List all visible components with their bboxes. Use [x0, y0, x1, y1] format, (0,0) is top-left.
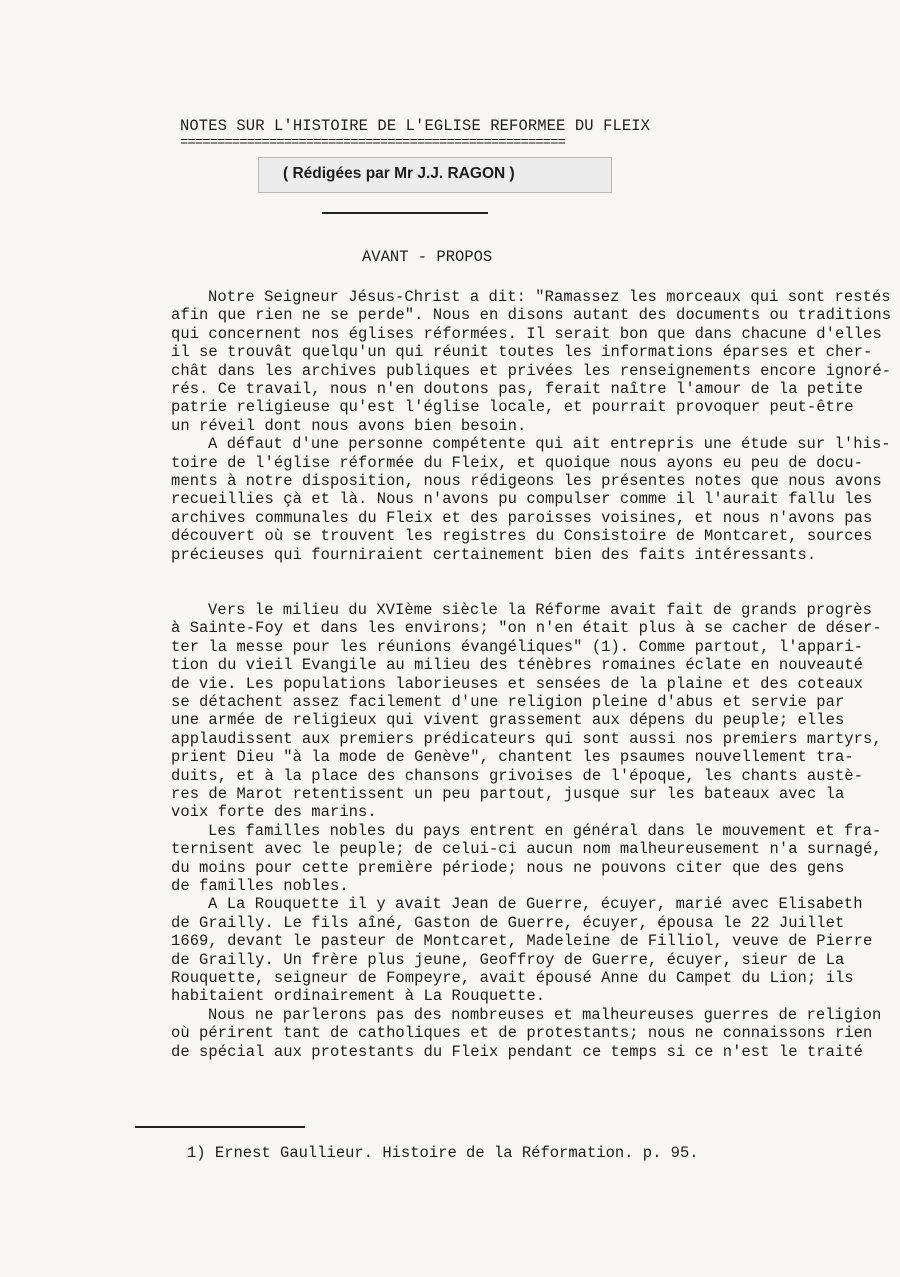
body-line: applaudissent aux premiers prédicateurs qui sont aussi nos premiers martyrs, — [171, 729, 882, 748]
body-line: tion du vieil Evangile au milieu des ténèbres romaines éclate en nouveauté — [171, 656, 864, 675]
body-line: ter la messe pour les réunions évangéliques" (1). Comme partout, l'appari- — [171, 637, 864, 656]
body-text — [171, 288, 891, 1061]
footnote-rule — [135, 1126, 305, 1128]
body-line: prient Dieu "à la mode de Genève", chantent les psaumes nouvellement tra- — [171, 748, 854, 767]
body-line: recueillies çà et là. Nous n'avons pu compulser comme il l'aurait fallu les — [171, 490, 873, 509]
body-line: précieuses qui fourniraient certainement bien des faits intéressants. — [171, 545, 817, 564]
body-line: de Grailly. Le fils aîné, Gaston de Guerre, écuyer, épousa le 22 Juillet — [171, 913, 845, 932]
body-line: Notre Seigneur Jésus-Christ a dit: "Ramassez les morceaux qui sont restés — [208, 288, 891, 306]
body-line: une armée de religieux qui vivent grassement aux dépens du peuple; elles — [171, 711, 845, 730]
body-line: découvert où se trouvent les registres du Consistoire de Montcaret, sources — [171, 527, 873, 546]
body-line: A La Rouquette il y avait Jean de Guerre, écuyer, marié avec Elisabeth — [208, 895, 863, 914]
title-underline: ==================================================== — [180, 138, 565, 148]
body-line: ternisent avec le peuple; de celui-ci aucun nom malheureusement n'a surnagé, — [171, 840, 882, 859]
body-line: où périrent tant de catholiques et de protestants; nous ne connaissons rien — [171, 1024, 873, 1043]
body-line: archives communales du Fleix et des paroisses voisines, et nous n'avons pas — [171, 508, 873, 527]
body-line: patrie religieuse qu'est l'église locale, et pourrait provoquer peut-être — [171, 398, 854, 417]
page-title: NOTES SUR L'HISTOIRE DE L'EGLISE REFORMEE DU FLEIX — [180, 117, 651, 135]
body-line: voix forte des marins. — [171, 803, 377, 822]
body-line: de spécial aux protestants du Fleix pendant ce temps si ce n'est le traité — [171, 1042, 864, 1061]
body-line: se détachent assez facilement d'une religion pleine d'abus et servie par — [171, 692, 845, 711]
subtitle-rule — [322, 212, 488, 214]
body-line: 1669, devant le pasteur de Montcaret, Madeleine de Filliol, veuve de Pierre — [171, 932, 873, 951]
body-line: qui concernent nos églises réformées. Il serait bon que dans chacune d'elles — [171, 324, 882, 343]
body-line: duits, et à la place des chansons grivoises de l'époque, les chants austè- — [171, 766, 864, 785]
footnote: 1) Ernest Gaullieur. Histoire de la Réformation. p. 95. — [187, 1144, 699, 1162]
subtitle: ( Rédigées par Mr J.J. RAGON ) — [283, 165, 515, 182]
body-line: de Grailly. Un frère plus jeune, Geoffroy de Guerre, écuyer, sieur de La — [171, 950, 845, 969]
body-line: toire de l'église réformée du Fleix, et quoique nous ayons eu peu de docu- — [171, 453, 864, 472]
body-line: afin que rien ne se perde". Nous en disons autant des documents ou traditions — [171, 306, 892, 325]
body-line: Vers le milieu du XVIème siècle la Réforme avait fait de grands progrès — [208, 600, 872, 619]
body-line: Rouquette, seigneur de Fompeyre, avait épousé Anne du Campet du Lion; ils — [171, 969, 854, 988]
body-line: ments à notre disposition, nous rédigeons les présentes notes que nous avons — [171, 472, 882, 491]
body-line — [171, 564, 891, 582]
body-line: rés. Ce travail, nous n'en doutons pas, ferait naître l'amour de la petite — [171, 380, 864, 399]
body-line: un réveil dont nous avons bien besoin. — [171, 416, 527, 435]
body-line: de vie. Les populations laborieuses et sensées de la plaine et des coteaux — [171, 674, 864, 693]
body-line: habitaient ordinairement à La Rouquette. — [171, 987, 546, 1006]
body-line: Nous ne parlerons pas des nombreuses et malheureuses guerres de religion — [208, 1005, 882, 1024]
body-line — [171, 583, 891, 601]
body-line: du moins pour cette première période; nous ne pouvons citer que des gens — [171, 858, 845, 877]
body-line: res de Marot retentissent un peu partout, jusque sur les bateaux avec la — [171, 784, 845, 803]
body-line: à Sainte-Foy et dans les environs; "on n'en était plus à se cacher de déser- — [171, 619, 882, 638]
body-line: A défaut d'une personne compétente qui ait entrepris une étude sur l'his- — [208, 435, 891, 454]
body-line: chât dans les archives publiques et privées les renseignements encore ignoré- — [171, 361, 892, 380]
body-line: de familles nobles. — [171, 877, 349, 895]
section-heading: AVANT - PROPOS — [362, 248, 493, 266]
body-line: Les familles nobles du pays entrent en général dans le mouvement et fra- — [208, 821, 882, 840]
body-line: il se trouvât quelqu'un qui réunit toutes les informations éparses et cher- — [171, 343, 873, 362]
